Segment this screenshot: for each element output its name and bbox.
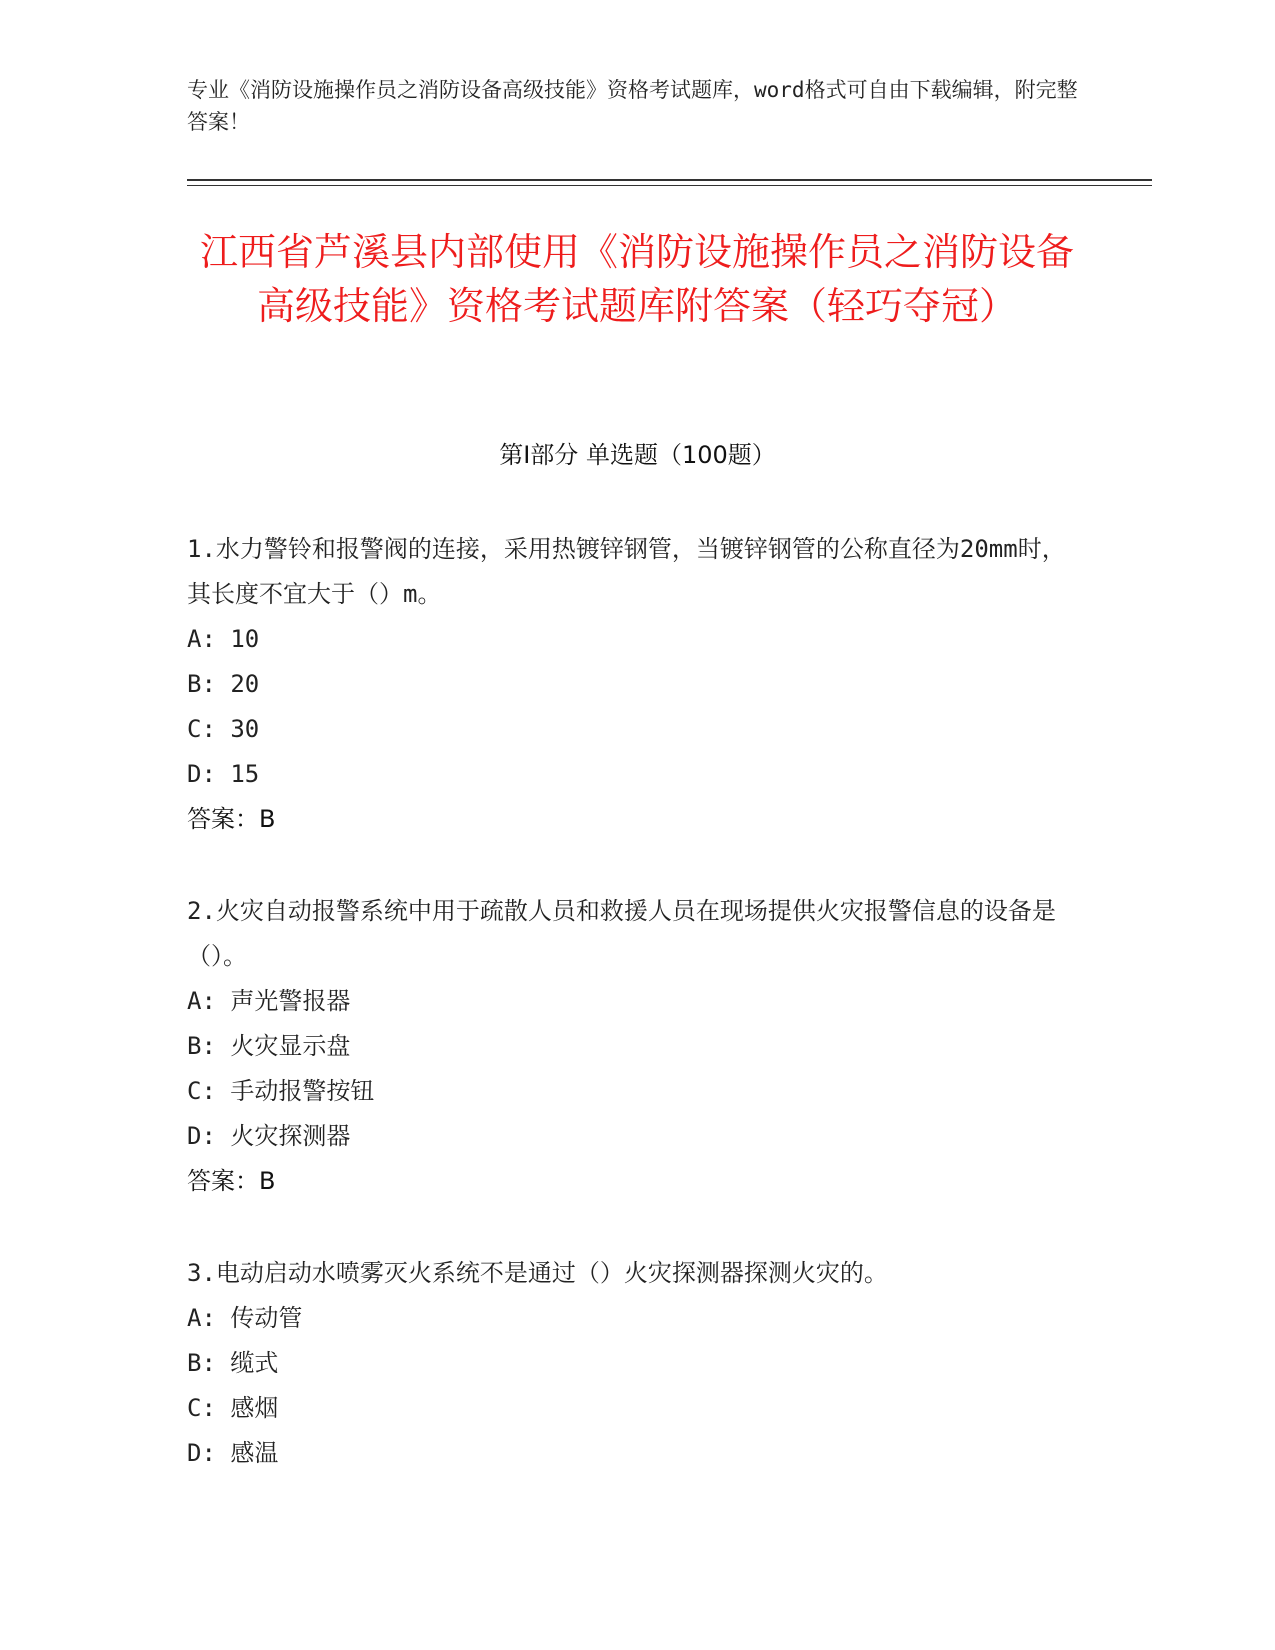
option-c: C: 感烟 xyxy=(187,1394,279,1422)
question-stem: 1.水力警铃和报警阀的连接，采用热镀锌钢管，当镀锌钢管的公称直径为20mm时，其长度不宜大于（）m。 xyxy=(187,535,1066,608)
question-stem: 2.火灾自动报警系统中用于疏散人员和救援人员在现场提供火灾报警信息的设备是（）。 xyxy=(187,897,1056,970)
answer-line: 答案：B xyxy=(187,1167,276,1195)
section-heading: 第Ⅰ部分 单选题（100题） xyxy=(499,441,776,469)
option-c: C: 30 xyxy=(187,715,260,743)
question-2 xyxy=(187,889,1067,1204)
option-d: D: 感温 xyxy=(187,1439,279,1467)
header-note: 专业《消防设施操作员之消防设备高级技能》资格考试题库，word格式可自由下载编辑，附完整答案！ xyxy=(187,78,1078,134)
question-stem: 3.电动启动水喷雾灭火系统不是通过（）火灾探测器探测火灾的。 xyxy=(187,1259,888,1287)
header-divider-thick xyxy=(187,179,1152,181)
option-a: A: 声光警报器 xyxy=(187,987,351,1015)
option-a: A: 10 xyxy=(187,625,260,653)
option-d: D: 15 xyxy=(187,760,260,788)
option-b: B: 20 xyxy=(187,670,260,698)
option-b: B: 缆式 xyxy=(187,1349,279,1377)
header-divider-thin xyxy=(187,185,1152,186)
question-1 xyxy=(187,527,1067,842)
option-d: D: 火灾探测器 xyxy=(187,1122,351,1150)
option-a: A: 传动管 xyxy=(187,1304,303,1332)
option-b: B: 火灾显示盘 xyxy=(187,1032,351,1060)
question-3 xyxy=(187,1251,1067,1476)
option-c: C: 手动报警按钮 xyxy=(187,1077,375,1105)
document-title: 江西省芦溪县内部使用《消防设施操作员之消防设备高级技能》资格考试题库附答案（轻巧夺冠） xyxy=(199,230,1074,328)
answer-line: 答案：B xyxy=(187,805,276,833)
